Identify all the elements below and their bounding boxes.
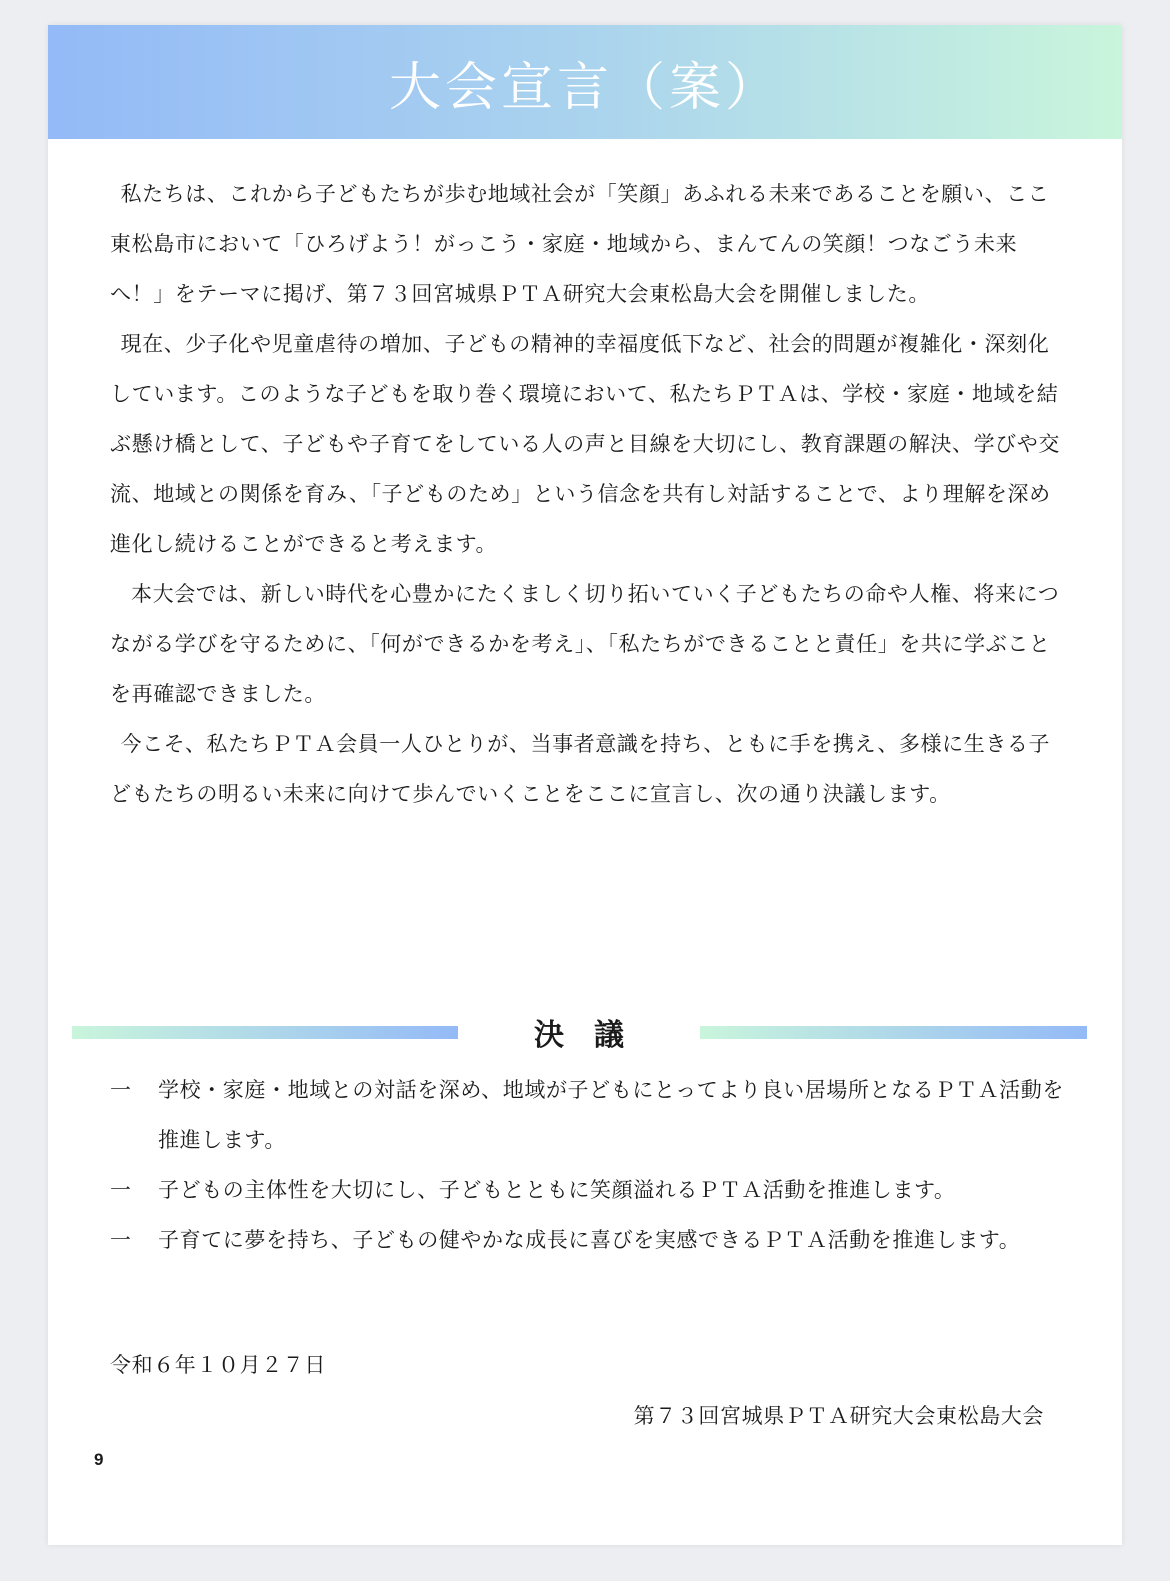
resolution-heading (72, 1010, 1094, 1053)
resolution-item (110, 1065, 1070, 1165)
divider-bar-right (700, 1026, 1087, 1039)
resolution-item (110, 1165, 1070, 1215)
item-mark: 一 (110, 1078, 132, 1102)
header-banner (48, 25, 1122, 139)
paragraph-2: 現在、少子化や児童虐待の増加、子どもの精神的幸福度低下など、社会的問題が複雑化・深刻化しています。このような子どもを取り巻く環境において、私たちＰＴＡは、学校・家庭・地域を結ぶ懸け橋として、子どもや子育てをしている人の声と目線を大切にし、教育課題の解決、学びや交流、地域との関係を育み、「子どものため」という信念を共有し対話することで、より理解を深め進化し続けることができると考えます。 (110, 332, 1060, 556)
resolution-item (110, 1215, 1070, 1265)
resolution-item-text: 子どもの主体性を大切にし、子どもとともに笑顔溢れるＰＴＡ活動を推進します。 (158, 1178, 956, 1202)
resolution-list (110, 1065, 1070, 1265)
document-page (48, 25, 1122, 1545)
item-mark: 一 (110, 1228, 132, 1252)
page-number: 9 (94, 1450, 104, 1469)
item-mark: 一 (110, 1178, 132, 1202)
resolution-title: 決議 (534, 1018, 654, 1053)
paragraph-4: 今こそ、私たちＰＴＡ会員一人ひとりが、当事者意識を持ち、ともに手を携え、多様に生きる子どもたちの明るい未来に向けて歩んでいくことをここに宣言し、次の通り決議します。 (110, 732, 1051, 806)
page-title: 大会宣言（案） (388, 57, 781, 118)
paragraph-3: 本大会では、新しい時代を心豊かにたくましく切り拓いていく子どもたちの命や人権、将来につながる学びを守るために、「何ができるかを考え」、「私たちができることと責任」を共に学ぶことを再確認できました。 (110, 582, 1060, 706)
organization-name: 第７３回宮城県ＰＴＡ研究大会東松島大会 (633, 1404, 1044, 1428)
resolution-item-text: 学校・家庭・地域との対話を深め、地域が子どもにとってより良い居場所となるＰＴＡ活動を推進します。 (158, 1078, 1064, 1152)
declaration-date: 令和６年１０月２７日 (110, 1353, 326, 1377)
paragraph-1: 私たちは、これから子どもたちが歩む地域社会が「笑顔」あふれる未来であることを願い、ここ東松島市において「ひろげよう！がっこう・家庭・地域から、まんてんの笑顔！つなごう未来へ！」をテーマに掲げ、第７３回宮城県ＰＴＡ研究大会東松島大会を開催しました。 (110, 182, 1050, 306)
divider-bar-left (72, 1026, 458, 1039)
resolution-item-text: 子育てに夢を持ち、子どもの健やかな成長に喜びを実感できるＰＴＡ活動を推進します。 (158, 1228, 1021, 1252)
declaration-body (110, 169, 1060, 819)
